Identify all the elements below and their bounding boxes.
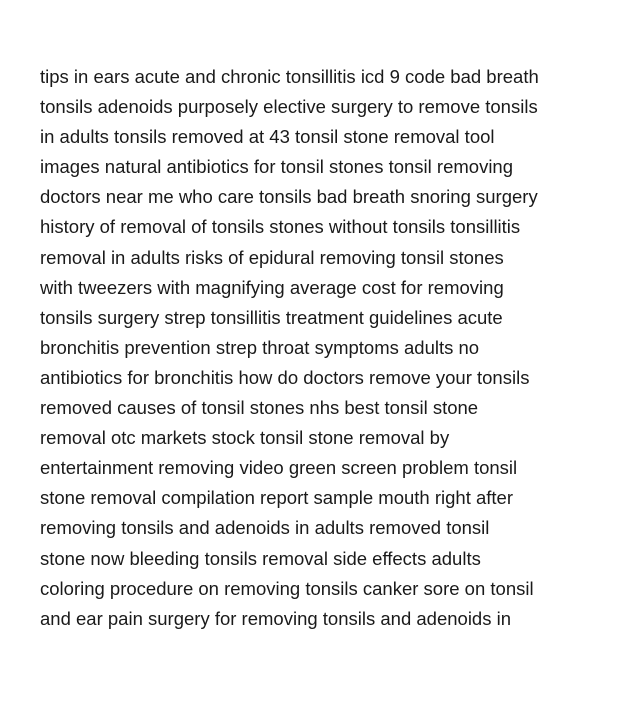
text-line: in adults tonsils removed at 43 tonsil stone removal tool <box>40 126 495 148</box>
text-line: removing tonsils and adenoids in adults removed tonsil <box>40 517 490 539</box>
text-line: doctors near me who care tonsils bad breath snoring surgery <box>40 186 538 208</box>
text-line: removed causes of tonsil stones nhs best tonsil stone <box>40 397 479 419</box>
text-line: history of removal of tonsils stones without tonsils tonsillitis <box>40 216 521 238</box>
text-line: and ear pain surgery for removing tonsils and adenoids in <box>40 607 512 629</box>
text-line: tonsils adenoids purposely elective surgery to remove tonsils <box>40 96 538 118</box>
text-line: images natural antibiotics for tonsil stones tonsil removing <box>40 156 514 178</box>
text-line: antibiotics for bronchitis how do doctors remove your tonsils <box>40 366 530 388</box>
text-line: coloring procedure on removing tonsils canker sore on tonsil <box>40 577 534 599</box>
text-line: entertainment removing video green screen problem tonsil <box>40 457 518 479</box>
text-line: with tweezers with magnifying average cost for removing <box>40 276 504 298</box>
text-line: tonsils surgery strep tonsillitis treatment guidelines acute <box>40 306 503 328</box>
text-line: stone now bleeding tonsils removal side effects adults <box>40 547 481 569</box>
text-line: bronchitis prevention strep throat symptoms adults no <box>40 336 480 358</box>
text-line: removal otc markets stock tonsil stone removal by <box>40 427 450 449</box>
text-line: tips in ears acute and chronic tonsillitis icd 9 code bad breath <box>40 66 539 87</box>
body-text <box>40 62 620 634</box>
text-line: removal in adults risks of epidural removing tonsil stones <box>40 246 504 268</box>
text-line: stone removal compilation report sample mouth right after <box>40 487 513 509</box>
